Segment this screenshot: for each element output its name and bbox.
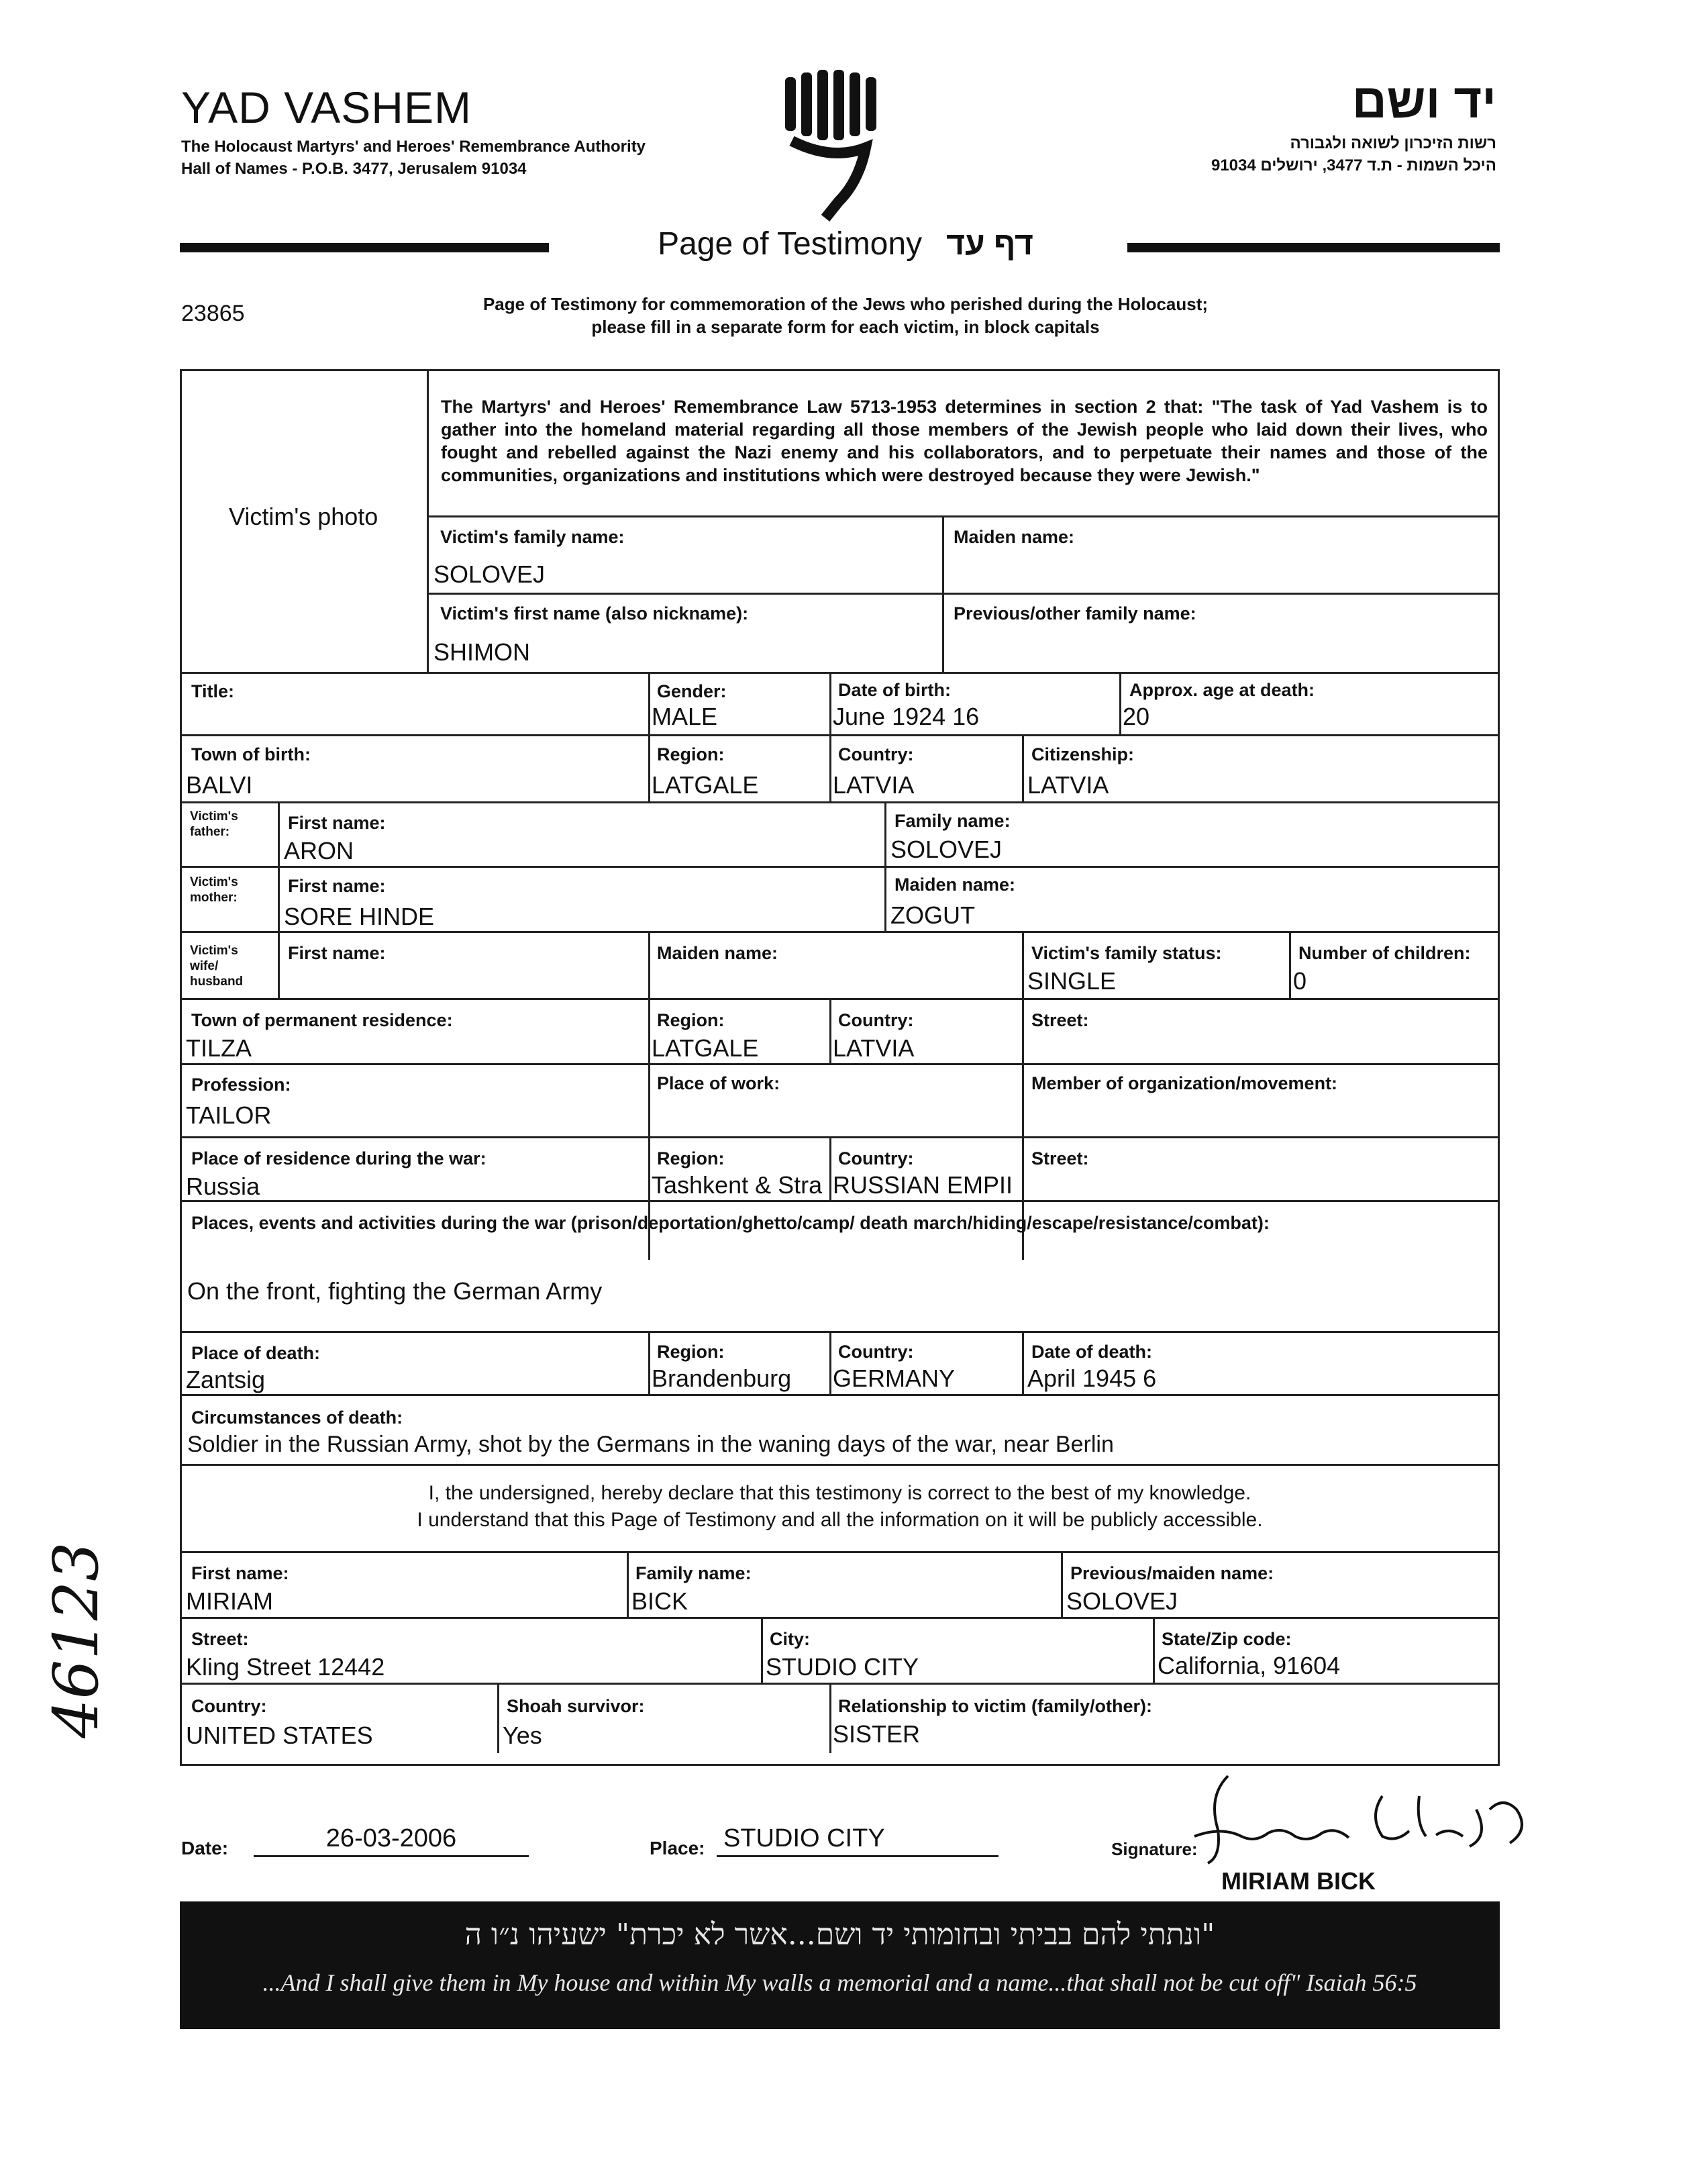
date-of-death-label: Date of death: [1031,1342,1153,1362]
place-of-work-label: Place of work: [657,1073,780,1093]
relationship-label: Relationship to victim (family/other): [838,1696,1153,1716]
spouse-maiden-name-label: Maiden name: [657,943,778,963]
organization-label: Member of organization/movement: [1031,1073,1338,1093]
death-country-value[interactable]: GERMANY [833,1364,956,1392]
org-subtitle-en: The Holocaust Martyrs' and Heroes' Remembrance Authority [181,138,646,156]
date-of-death-value[interactable]: April 1945 6 [1027,1364,1157,1392]
footer-place-value: STUDIO CITY [723,1824,885,1852]
mother-first-name-label: First name: [288,876,386,896]
declaration-line-1: I, the undersigned, hereby declare that this testimony is correct to the best of my knowledge. [428,1482,1251,1504]
age-at-death-value[interactable]: 20 [1123,703,1150,730]
death-country-label: Country: [838,1342,914,1362]
previous-family-name-label: Previous/other family name: [954,603,1196,624]
profession-value[interactable]: TAILOR [186,1101,272,1129]
residence-country-value[interactable]: LATVIA [833,1034,915,1062]
birth-region-label: Region: [657,744,725,764]
gender-value[interactable]: MALE [652,703,718,730]
submitter-city-value[interactable]: STUDIO CITY [766,1653,919,1681]
signature-image [1181,1769,1543,1870]
father-side-label: Victim's father: [190,809,238,839]
place-of-death-value[interactable]: Zantsig [186,1366,266,1393]
family-status-label: Victim's family status: [1031,943,1222,963]
father-family-name-value[interactable]: SOLOVEJ [890,836,1003,863]
family-name-label: Victim's family name: [440,527,625,547]
intro-line-2: please fill in a separate form for each victim, in block capitals [591,317,1100,337]
death-region-value[interactable]: Brandenburg [652,1364,792,1392]
number-of-children-label: Number of children: [1298,943,1471,963]
submitter-first-name-value[interactable]: MIRIAM [186,1587,273,1615]
permanent-town-label: Town of permanent residence: [191,1010,453,1030]
footer-signature-label: Signature: [1111,1839,1198,1859]
relationship-value[interactable]: SISTER [833,1720,921,1748]
age-at-death-label: Approx. age at death: [1129,680,1315,700]
war-region-label: Region: [657,1148,725,1169]
town-of-birth-value[interactable]: BALVI [186,771,253,799]
residence-country-label: Country: [838,1010,914,1030]
war-events-value[interactable]: On the front, fighting the German Army [187,1277,603,1305]
org-subtitle-he: רשות הזיכרון לשואה ולגבורה [1290,134,1496,152]
submitter-country-label: Country: [191,1696,267,1716]
submitter-family-name-value[interactable]: BICK [631,1587,688,1615]
declaration-line-2: I understand that this Page of Testimony and all the information on it will be publicly accessible. [417,1509,1263,1531]
title-label: Title: [191,681,235,701]
org-address-he: היכל השמות - ת.ד 3477, ירושלים 91034 [1211,156,1496,175]
intro-line-1: Page of Testimony for commemoration of the Jews who perished during the Holocaust; [482,294,1209,314]
citizenship-value[interactable]: LATVIA [1027,771,1109,799]
first-name-value[interactable]: SHIMON [433,638,530,666]
maiden-name-label: Maiden name: [954,527,1075,547]
war-country-value[interactable]: RUSSIAN EMPII [833,1171,1013,1199]
banner-english: ...And I shall give them in My house and within My walls a memorial and a name...that shall not be cut off" Isaiah 56:5 [262,1969,1417,1996]
profession-label: Profession: [191,1075,291,1095]
father-first-name-label: First name: [288,813,386,833]
submitter-street-label: Street: [191,1629,249,1649]
war-residence-value[interactable]: Russia [186,1173,260,1200]
circumstances-label: Circumstances of death: [191,1407,403,1428]
submitter-country-value[interactable]: UNITED STATES [186,1722,373,1749]
org-address-en: Hall of Names - P.O.B. 3477, Jerusalem 91034 [181,160,527,178]
org-name-he: יד ושם [1351,75,1496,128]
family-name-value[interactable]: SOLOVEJ [433,560,546,588]
reference-number: 23865 [181,301,245,326]
intro-text [376,293,1315,338]
footer-date-field[interactable] [254,1824,529,1857]
submitter-city-label: City: [770,1629,810,1649]
war-country-label: Country: [838,1148,914,1169]
residence-region-label: Region: [657,1010,725,1030]
shoah-survivor-label: Shoah survivor: [507,1696,645,1716]
mother-maiden-name-label: Maiden name: [894,875,1016,895]
citizenship-label: Citizenship: [1031,744,1134,764]
shoah-survivor-value[interactable]: Yes [503,1722,542,1749]
isaiah-banner [180,1901,1500,2029]
yad-vashem-menorah-logo [778,67,886,221]
footer-place-label: Place: [650,1838,705,1858]
birth-country-label: Country: [838,744,914,764]
war-events-label: Places, events and activities during the war (prison/deportation/ghetto/camp/ death march/hiding/escape/resistance/combat): [191,1213,1270,1233]
submitter-street-value[interactable]: Kling Street 12442 [186,1653,385,1681]
footer-date-value: 26-03-2006 [325,1824,457,1852]
father-family-name-label: Family name: [894,811,1011,831]
mother-first-name-value[interactable]: SORE HINDE [284,903,435,930]
submitter-previous-name-label: Previous/maiden name: [1070,1563,1274,1583]
banner-hebrew: "ונתתי להם בביתי ובחומותי יד ושם...אשר לא יכרת" ישעיהו נ״ו ה [464,1918,1215,1952]
page-title-en: Page of Testimony [658,226,923,262]
submitter-family-name-label: Family name: [635,1563,752,1583]
date-of-birth-value[interactable]: June 1924 16 [833,703,980,730]
mother-side-label: Victim's mother: [190,875,238,905]
town-of-birth-label: Town of birth: [191,744,311,764]
spouse-side-label: Victim's wife/ husband [190,944,244,989]
date-of-birth-label: Date of birth: [838,680,951,700]
birth-region-value[interactable]: LATGALE [652,771,759,799]
page-title-he: דף עד [946,226,1033,262]
permanent-town-value[interactable]: TILZA [186,1034,252,1062]
submitter-previous-name-value[interactable]: SOLOVEJ [1066,1587,1178,1615]
war-street-label: Street: [1031,1148,1089,1169]
residence-street-label: Street: [1031,1010,1089,1030]
mother-maiden-name-value[interactable]: ZOGUT [890,901,975,929]
war-region-value[interactable]: Tashkent & Stra [652,1171,823,1199]
footer-place-field[interactable] [717,1824,998,1857]
spouse-first-name-label: First name: [288,943,386,963]
circumstances-value[interactable]: Soldier in the Russian Army, shot by the Germans in the waning days of the war, near Berlin [187,1432,1114,1457]
place-of-death-label: Place of death: [191,1343,321,1363]
signer-name: MIRIAM BICK [1221,1867,1376,1895]
testimony-form [180,369,1500,1766]
victims-photo-label: Victim's photo [229,503,378,530]
family-status-value[interactable]: SINGLE [1027,967,1117,995]
footer-date-label: Date: [181,1838,229,1858]
submitter-first-name-label: First name: [191,1563,289,1583]
law-text: The Martyrs' and Heroes' Remembrance Law 5713-1953 determines in section 2 that: "The task of Yad Vashem is to gather into the homeland material regarding all those members of the Jewish people who laid down their lives, who fought and rebelled against the Nazi enemy and his collaborators, and to perpetuate their names and those of the communities, organizations and institutions which were destroyed because they were Jewish." [441,397,1488,485]
first-name-label: Victim's first name (also nickname): [440,603,749,624]
org-name-en: YAD VASHEM [181,83,472,132]
number-of-children-value[interactable]: 0 [1293,967,1307,995]
residence-region-value[interactable]: LATGALE [652,1034,759,1062]
birth-country-value[interactable]: LATVIA [833,771,915,799]
gender-label: Gender: [657,681,727,701]
death-region-label: Region: [657,1342,725,1362]
submitter-zip-value[interactable]: California, 91604 [1158,1652,1341,1679]
war-residence-label: Place of residence during the war: [191,1148,486,1169]
submitter-zip-label: State/Zip code: [1162,1629,1292,1649]
archive-number: 46123 [40,1542,112,1738]
father-first-name-value[interactable]: ARON [284,837,354,864]
page-title [0,226,1691,262]
